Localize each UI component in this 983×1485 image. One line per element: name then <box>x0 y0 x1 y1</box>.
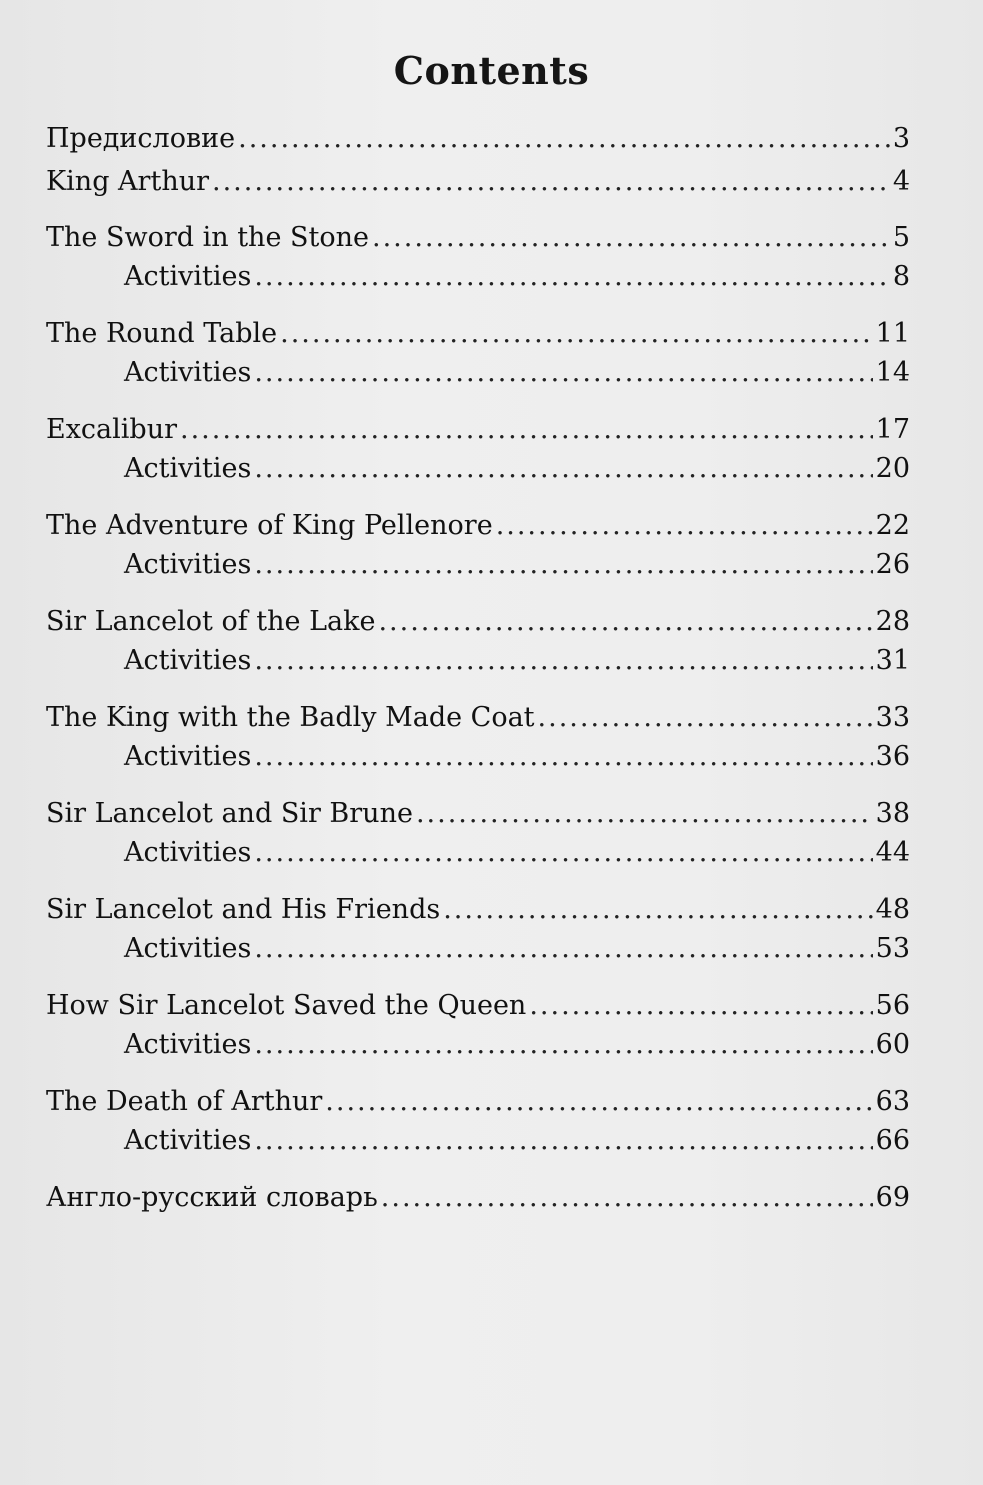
toc-entry-label: The Adventure of King Pellenore <box>46 510 493 541</box>
toc-entry-label: Activities <box>124 261 252 292</box>
toc-entry-excalibur <box>46 410 910 450</box>
toc-page-number: 69 <box>875 1182 910 1213</box>
toc-entry-label: The Round Table <box>46 318 278 349</box>
toc-entry-label: Activities <box>124 1029 252 1060</box>
toc-page-number: 4 <box>892 166 910 197</box>
leader-dots <box>416 794 873 834</box>
toc-entry-label: Англо-русский словарь <box>46 1182 378 1213</box>
leader-dots <box>443 890 872 930</box>
leader-dots <box>212 162 890 202</box>
toc-entry-round-table <box>46 314 910 354</box>
leader-dots <box>381 1178 873 1218</box>
toc-entry-label: The Death of Arthur <box>46 1086 323 1117</box>
toc-entry-label: Activities <box>124 549 252 580</box>
leader-dots <box>254 257 889 297</box>
leader-dots <box>254 1025 872 1065</box>
toc-entry-activities <box>124 1121 910 1161</box>
leader-dots <box>238 119 890 159</box>
toc-entry-label: The Sword in the Stone <box>46 222 369 253</box>
toc-page-number: 28 <box>875 606 910 637</box>
toc-entry-lancelot-and-friends <box>46 890 910 930</box>
toc-entry-label: The King with the Badly Made Coat <box>46 702 535 733</box>
toc-page-number: 11 <box>875 318 910 349</box>
leader-dots <box>280 314 873 354</box>
toc-page-number: 20 <box>875 453 910 484</box>
toc-entry-activities <box>124 449 910 489</box>
toc-page-number: 5 <box>892 222 910 253</box>
toc-entry-label: Activities <box>124 453 252 484</box>
toc-page-number: 14 <box>875 357 910 388</box>
leader-dots <box>254 1121 872 1161</box>
leader-dots <box>180 410 873 450</box>
toc-page-number: 66 <box>875 1125 910 1156</box>
toc-page-number: 36 <box>875 741 910 772</box>
toc-page-number: 53 <box>875 933 910 964</box>
toc-page-number: 60 <box>875 1029 910 1060</box>
toc-entry-activities <box>124 833 910 873</box>
toc-entry-sword-in-the-stone <box>46 218 910 258</box>
toc-entry-label: Activities <box>124 933 252 964</box>
leader-dots <box>325 1082 872 1122</box>
toc-entry-label: How Sir Lancelot Saved the Queen <box>46 990 527 1021</box>
toc-entry-label: Activities <box>124 837 252 868</box>
leader-dots <box>378 602 872 642</box>
toc-page-number: 3 <box>892 123 910 154</box>
leader-dots <box>372 218 890 258</box>
toc-entry-activities <box>124 641 910 681</box>
toc-entry-badly-made-coat <box>46 698 910 738</box>
toc-page-number: 33 <box>875 702 910 733</box>
toc-entry-activities <box>124 545 910 585</box>
toc-entry-king-arthur <box>46 162 910 202</box>
leader-dots <box>254 353 872 393</box>
leader-dots <box>254 929 872 969</box>
toc-entry-label: King Arthur <box>46 166 210 197</box>
leader-dots <box>496 506 873 546</box>
page-title: Contents <box>393 48 590 93</box>
toc-entry-activities <box>124 929 910 969</box>
toc-entry-dictionary <box>46 1178 910 1218</box>
toc-entry-activities <box>124 1025 910 1065</box>
toc-entry-king-pellenore <box>46 506 910 546</box>
toc-page-number: 38 <box>875 798 910 829</box>
toc-page-number: 8 <box>892 261 910 292</box>
toc-entry-activities <box>124 353 910 393</box>
toc-page-number: 44 <box>875 837 910 868</box>
toc-page-number: 31 <box>875 645 910 676</box>
toc-entry-label: Activities <box>124 645 252 676</box>
toc-entry-saved-the-queen <box>46 986 910 1026</box>
leader-dots <box>538 698 873 738</box>
toc-entry-label: Предисловие <box>46 123 236 154</box>
toc-page-number: 63 <box>875 1086 910 1117</box>
toc-entry-label: Activities <box>124 1125 252 1156</box>
leader-dots <box>529 986 872 1026</box>
toc-entry-activities <box>124 737 910 777</box>
toc-page-number: 22 <box>875 510 910 541</box>
toc-entry-death-of-arthur <box>46 1082 910 1122</box>
toc-entry-activities <box>124 257 910 297</box>
toc-entry-label: Excalibur <box>46 414 178 445</box>
leader-dots <box>254 641 872 681</box>
toc-entry-label: Sir Lancelot and His Friends <box>46 894 441 925</box>
leader-dots <box>254 545 872 585</box>
leader-dots <box>254 833 872 873</box>
toc-entry-label: Activities <box>124 741 252 772</box>
toc-page-number: 48 <box>875 894 910 925</box>
toc-entry-label: Sir Lancelot and Sir Brune <box>46 798 413 829</box>
toc-entry-label: Activities <box>124 357 252 388</box>
leader-dots <box>254 449 872 489</box>
leader-dots <box>254 737 872 777</box>
toc-page-number: 26 <box>875 549 910 580</box>
toc-page-number: 17 <box>875 414 910 445</box>
toc-entry-lancelot-of-the-lake <box>46 602 910 642</box>
toc-entry-preface <box>46 119 910 159</box>
toc-entry-label: Sir Lancelot of the Lake <box>46 606 376 637</box>
toc-entry-lancelot-and-brune <box>46 794 910 834</box>
toc-page-number: 56 <box>875 990 910 1021</box>
